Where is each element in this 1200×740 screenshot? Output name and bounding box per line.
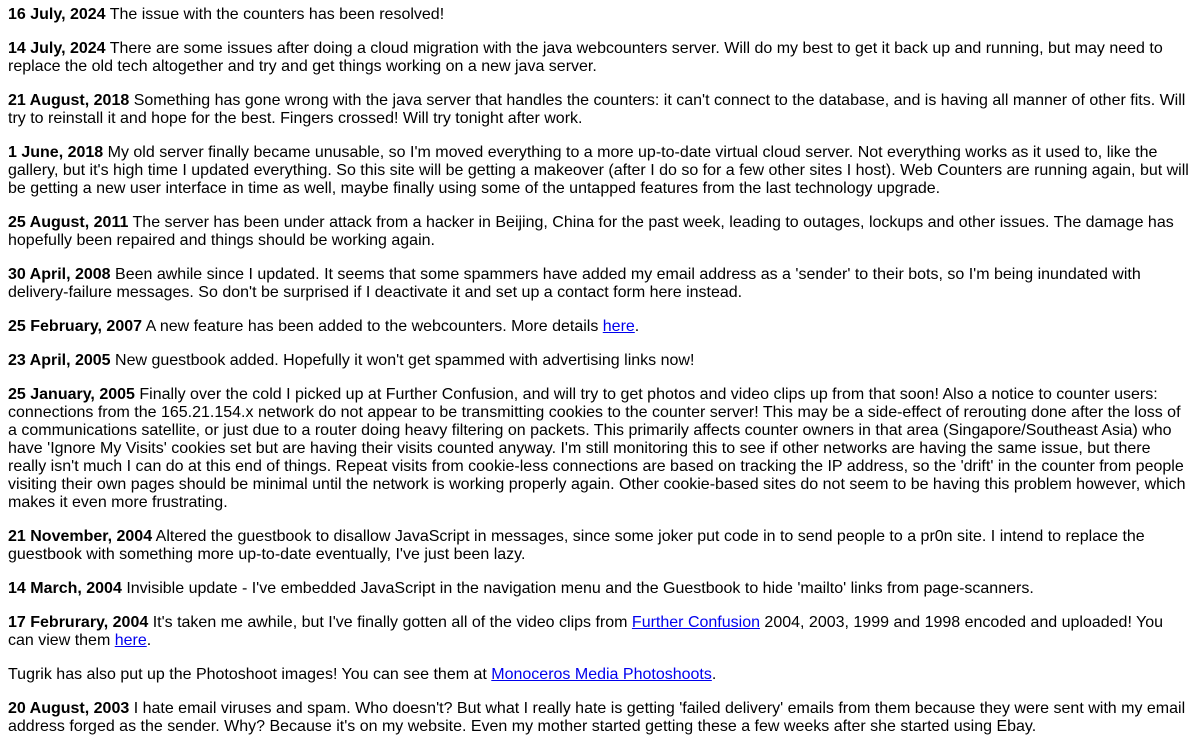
entry-text-middle: 2004, 2003, 1999 and 1998 encoded and uploaded! You can view them bbox=[8, 614, 1164, 649]
entry-date: 21 November, 2004 bbox=[8, 528, 153, 545]
entry-date: 21 August, 2018 bbox=[8, 92, 130, 109]
news-entry bbox=[8, 144, 1192, 198]
entry-text-end: . bbox=[634, 318, 640, 335]
news-entry bbox=[8, 6, 1192, 24]
entry-text: It's taken me awhile, but I've finally gotten all of the video clips from bbox=[152, 614, 632, 631]
entry-text: Been awhile since I updated. It seems that some spammers have added my email address as a 'sender' to their bots, so I'm being inundated with delivery-failure messages. So don't be surprised if I deactivate it and set up a contact form here instead. bbox=[8, 266, 1141, 301]
news-entry bbox=[8, 92, 1192, 128]
entry-date: 23 April, 2005 bbox=[8, 352, 111, 369]
news-entry bbox=[8, 318, 1192, 336]
entry-text: Tugrik has also put up the Photoshoot images! You can see them at bbox=[8, 666, 492, 683]
entry-date: 16 July, 2024 bbox=[8, 6, 106, 23]
entry-date: 20 August, 2003 bbox=[8, 700, 130, 717]
entry-text: Invisible update - I've embedded JavaScript in the navigation menu and the Guestbook to hide 'mailto' links from page-scanners. bbox=[126, 580, 1034, 597]
webcounter-details-link[interactable]: here bbox=[602, 318, 635, 335]
news-entry bbox=[8, 40, 1192, 76]
news-entry bbox=[8, 214, 1192, 250]
news-entry bbox=[8, 580, 1192, 598]
entry-date: 14 March, 2004 bbox=[8, 580, 122, 597]
further-confusion-link[interactable]: Further Confusion bbox=[631, 614, 760, 631]
entry-text-end: . bbox=[711, 666, 717, 683]
photoshoots-link[interactable]: Monoceros Media Photoshoots bbox=[491, 666, 712, 683]
entry-text: I hate email viruses and spam. Who doesn't? But what I really hate is getting 'failed delivery' emails from them because they were sent with my email address forged as the sender. Why? Because it's on my website. Even my mother started getting these a few weeks after she started using Ebay. bbox=[8, 700, 1186, 735]
entry-text: The issue with the counters has been resolved! bbox=[109, 6, 445, 23]
entry-date: 25 January, 2005 bbox=[8, 386, 135, 403]
news-entry bbox=[8, 614, 1192, 650]
news-entry bbox=[8, 666, 1192, 684]
entry-date: 17 Februrary, 2004 bbox=[8, 614, 149, 631]
news-entry bbox=[8, 700, 1192, 736]
entry-date: 14 July, 2024 bbox=[8, 40, 106, 57]
entry-text: A new feature has been added to the webcounters. More details bbox=[145, 318, 603, 335]
entry-date: 25 February, 2007 bbox=[8, 318, 143, 335]
entry-text: There are some issues after doing a cloud migration with the java webcounters server. Will do my best to get it back up and running, but may need to replace the old tech altogether and try and get things working on a new java server. bbox=[8, 40, 1163, 75]
news-entry bbox=[8, 266, 1192, 302]
entry-text: The server has been under attack from a hacker in Beijing, China for the past week, leading to outages, lockups and other issues. The damage has hopefully been repaired and things should be working again. bbox=[8, 214, 1174, 249]
entry-text: Altered the guestbook to disallow JavaScript in messages, since some joker put code in to send people to a pr0n site. I intend to replace the guestbook with something more up-to-date eventually, I've just been lazy. bbox=[8, 528, 1145, 563]
entry-text: Finally over the cold I picked up at Further Confusion, and will try to get photos and video clips up from that soon! Also a notice to counter users: connections from the 165.21.154.x network do not appear to be transmitting cookies to the counter server! This may be a side-effect of rerouting done after the loss of a communications satellite, or just due to a router doing heavy filtering on packets. This primarily affects counter owners in that area (Singapore/Southeast Asia) who have 'Ignore My Visits' cookies set but are having their visits counted anyway. I'm still monitoring this to see if other networks are having the same issue, but there really isn't much I can do at this end of things. Repeat visits from cookie-less connections are based on tracking the IP address, so the 'drift' in the counter from people visiting their own pages should be minimal until the network is working properly again. Other cookie-based sites do not seem to be having this problem however, which makes it even more frustrating. bbox=[8, 386, 1186, 511]
entry-date: 25 August, 2011 bbox=[8, 214, 129, 231]
news-entry bbox=[8, 386, 1192, 512]
entry-date: 30 April, 2008 bbox=[8, 266, 111, 283]
entry-text: New guestbook added. Hopefully it won't get spammed with advertising links now! bbox=[115, 352, 695, 369]
news-entry bbox=[8, 352, 1192, 370]
entry-text: Something has gone wrong with the java server that handles the counters: it can't connect to the database, and is having all manner of other fits. Will try to reinstall it and hope for the best. Fingers crossed! Will try tonight after work. bbox=[8, 92, 1186, 127]
entry-date: 1 June, 2018 bbox=[8, 144, 104, 161]
entry-text-end: . bbox=[146, 632, 152, 649]
news-entry bbox=[8, 528, 1192, 564]
video-clips-link[interactable]: here bbox=[114, 632, 147, 649]
entry-text: My old server finally became unusable, so I'm moved everything to a more up-to-date virtual cloud server. Not everything works as it used to, like the gallery, but it's high time I updated everything. So this site will be getting a makeover (after I do so for a few other sites I host). Web Counters are running again, but will be getting a new user interface in time as well, maybe finally using some of the untapped features from the last technology upgrade. bbox=[8, 144, 1189, 197]
